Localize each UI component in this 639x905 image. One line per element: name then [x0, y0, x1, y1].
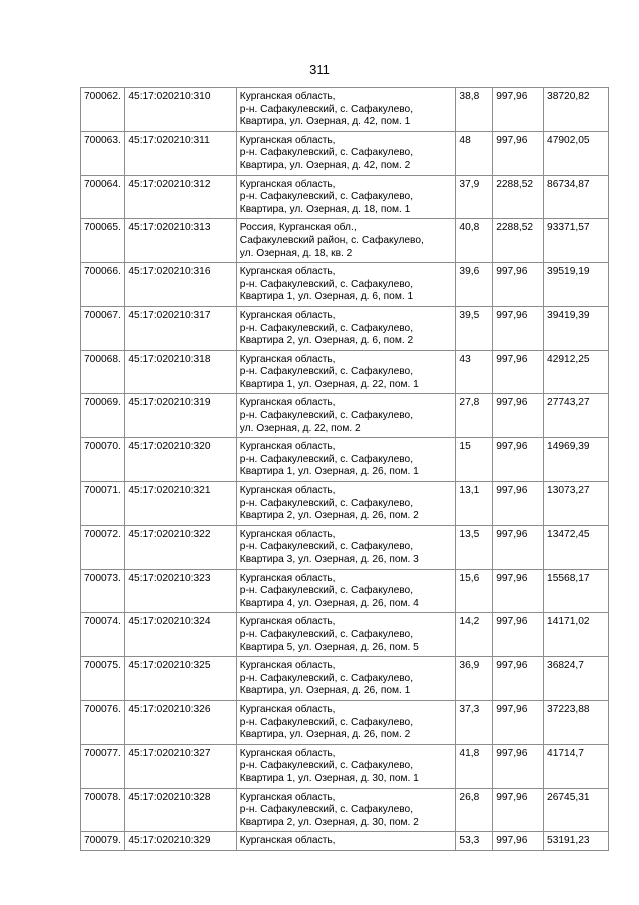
area-cell: 13,5 [456, 525, 493, 569]
area-cell: 14,2 [456, 613, 493, 657]
area-cell: 37,3 [456, 700, 493, 744]
table-row [81, 832, 609, 851]
address-line: Квартира 1, ул. Озерная, д. 6, пом. 1 [239, 291, 414, 303]
row-number-cell: 700079. [81, 832, 125, 851]
price-cell: 997,96 [493, 263, 544, 307]
cadastral-number-cell: 45:17:020210:325 [125, 657, 236, 701]
row-number-cell: 700063. [81, 131, 125, 175]
table-row [81, 306, 609, 350]
total-value-cell: 27743,27 [544, 394, 609, 438]
address-line: Курганская область, [239, 134, 336, 146]
cadastral-number-cell: 45:17:020210:311 [125, 131, 236, 175]
area-cell: 26,8 [456, 788, 493, 832]
address-cell [236, 482, 456, 526]
area-cell: 15,6 [456, 569, 493, 613]
address-line: Курганская область, [239, 353, 336, 365]
address-cell [236, 700, 456, 744]
row-number-cell: 700073. [81, 569, 125, 613]
row-number-cell: 700065. [81, 219, 125, 263]
price-cell: 997,96 [493, 700, 544, 744]
table-row [81, 525, 609, 569]
page-number: 311 [309, 62, 330, 77]
area-cell: 53,3 [456, 832, 493, 851]
address-line: Курганская область, [239, 266, 336, 278]
row-number-cell: 700076. [81, 700, 125, 744]
address-line: р-н. Сафакулевский, с. Сафакулево, [239, 541, 414, 553]
address-line: Квартира 4, ул. Озерная, д. 26, пом. 4 [239, 597, 419, 609]
area-cell: 38,8 [456, 88, 493, 132]
address-cell [236, 613, 456, 657]
address-line: Курганская область, [239, 747, 336, 759]
cadastral-number-cell: 45:17:020210:324 [125, 613, 236, 657]
registry-body [81, 88, 609, 851]
table-row [81, 569, 609, 613]
cadastral-number-cell: 45:17:020210:320 [125, 438, 236, 482]
total-value-cell: 14969,39 [544, 438, 609, 482]
address-line: Квартира, ул. Озерная, д. 42, пом. 2 [239, 159, 411, 171]
address-line: р-н. Сафакулевский, с. Сафакулево, [239, 628, 414, 640]
area-cell: 15 [456, 438, 493, 482]
address-cell [236, 131, 456, 175]
address-cell [236, 175, 456, 219]
address-cell [236, 569, 456, 613]
price-cell: 997,96 [493, 88, 544, 132]
address-line: Квартира, ул. Озерная, д. 18, пом. 1 [239, 203, 411, 215]
price-cell: 997,96 [493, 131, 544, 175]
address-line: Квартира 5, ул. Озерная, д. 26, пом. 5 [239, 641, 419, 653]
address-cell [236, 394, 456, 438]
address-line: ул. Озерная, д. 22, пом. 2 [239, 422, 361, 434]
row-number-cell: 700075. [81, 657, 125, 701]
row-number-cell: 700069. [81, 394, 125, 438]
row-number-cell: 700064. [81, 175, 125, 219]
table-row [81, 131, 609, 175]
table-row [81, 350, 609, 394]
cadastral-number-cell: 45:17:020210:321 [125, 482, 236, 526]
cadastral-number-cell: 45:17:020210:322 [125, 525, 236, 569]
total-value-cell: 14171,02 [544, 613, 609, 657]
price-cell: 997,96 [493, 438, 544, 482]
area-cell: 48 [456, 131, 493, 175]
address-line: Курганская область, [239, 91, 336, 102]
table-row [81, 613, 609, 657]
total-value-cell: 53191,23 [544, 832, 609, 851]
row-number-cell: 700074. [81, 613, 125, 657]
row-number-cell: 700071. [81, 482, 125, 526]
table-row [81, 744, 609, 788]
cadastral-number-cell: 45:17:020210:312 [125, 175, 236, 219]
address-line: Курганская область, [239, 178, 336, 190]
address-line: Квартира 1, ул. Озерная, д. 30, пом. 1 [239, 772, 419, 784]
total-value-cell: 26745,31 [544, 788, 609, 832]
address-cell [236, 219, 456, 263]
cadastral-number-cell: 45:17:020210:317 [125, 306, 236, 350]
area-cell: 39,6 [456, 263, 493, 307]
table-row [81, 482, 609, 526]
cadastral-number-cell: 45:17:020210:313 [125, 219, 236, 263]
price-cell: 997,96 [493, 482, 544, 526]
address-cell [236, 438, 456, 482]
row-number-cell: 700078. [81, 788, 125, 832]
address-line: Курганская область, [239, 528, 336, 540]
cadastral-number-cell: 45:17:020210:328 [125, 788, 236, 832]
price-cell: 997,96 [493, 306, 544, 350]
area-cell: 13,1 [456, 482, 493, 526]
address-line: Квартира 2, ул. Озерная, д. 6, пом. 2 [239, 335, 414, 347]
address-cell [236, 306, 456, 350]
address-line: р-н. Сафакулевский, с. Сафакулево, [239, 191, 414, 203]
address-line: ул. Озерная, д. 18, кв. 2 [239, 247, 353, 259]
address-line: Сафакулевский район, с. Сафакулево, [239, 234, 424, 246]
price-cell: 997,96 [493, 613, 544, 657]
table-row [81, 219, 609, 263]
address-line: р-н. Сафакулевский, с. Сафакулево, [239, 716, 414, 728]
address-cell [236, 657, 456, 701]
area-cell: 41,8 [456, 744, 493, 788]
total-value-cell: 41714,7 [544, 744, 609, 788]
address-cell [236, 263, 456, 307]
total-value-cell: 38720,82 [544, 88, 609, 132]
address-line: р-н. Сафакулевский, с. Сафакулево, [239, 147, 414, 159]
price-cell: 2288,52 [493, 219, 544, 263]
address-line: Курганская область, [239, 572, 336, 584]
table-row [81, 394, 609, 438]
table-row [81, 88, 609, 132]
address-line: р-н. Сафакулевский, с. Сафакулево, [239, 760, 414, 772]
address-line: р-н. Сафакулевский, с. Сафакулево, [239, 453, 414, 465]
row-number-cell: 700077. [81, 744, 125, 788]
address-line: Квартира 1, ул. Озерная, д. 22, пом. 1 [239, 378, 419, 390]
address-line: Курганская область, [239, 791, 336, 803]
area-cell: 36,9 [456, 657, 493, 701]
table-row [81, 788, 609, 832]
row-number-cell: 700072. [81, 525, 125, 569]
address-line: Курганская область, [239, 660, 336, 672]
table-row [81, 700, 609, 744]
address-cell [236, 88, 456, 132]
cadastral-number-cell: 45:17:020210:329 [125, 832, 236, 851]
address-line: р-н. Сафакулевский, с. Сафакулево, [239, 497, 414, 509]
property-registry-table [80, 87, 609, 851]
table-row [81, 175, 609, 219]
table-row [81, 657, 609, 701]
address-cell [236, 350, 456, 394]
table-row [81, 438, 609, 482]
address-line: Курганская область, [239, 441, 336, 453]
address-line: р-н. Сафакулевский, с. Сафакулево, [239, 103, 414, 115]
area-cell: 40,8 [456, 219, 493, 263]
address-line: р-н. Сафакулевский, с. Сафакулево, [239, 278, 414, 290]
price-cell: 997,96 [493, 394, 544, 438]
total-value-cell: 37223,88 [544, 700, 609, 744]
total-value-cell: 13073,27 [544, 482, 609, 526]
area-cell: 43 [456, 350, 493, 394]
row-number-cell: 700070. [81, 438, 125, 482]
address-line: Курганская область, [239, 309, 336, 321]
price-cell: 997,96 [493, 350, 544, 394]
address-line: р-н. Сафакулевский, с. Сафакулево, [239, 366, 414, 378]
address-line: р-н. Сафакулевский, с. Сафакулево, [239, 322, 414, 334]
total-value-cell: 47902,05 [544, 131, 609, 175]
cadastral-number-cell: 45:17:020210:318 [125, 350, 236, 394]
address-line: Курганская область, [239, 397, 336, 409]
price-cell: 2288,52 [493, 175, 544, 219]
address-line: Квартира, ул. Озерная, д. 26, пом. 2 [239, 729, 411, 741]
total-value-cell: 86734,87 [544, 175, 609, 219]
total-value-cell: 93371,57 [544, 219, 609, 263]
address-cell [236, 832, 456, 851]
area-cell: 39,5 [456, 306, 493, 350]
total-value-cell: 13472,45 [544, 525, 609, 569]
address-line: Квартира 3, ул. Озерная, д. 26, пом. 3 [239, 554, 419, 565]
total-value-cell: 15568,17 [544, 569, 609, 613]
address-line: р-н. Сафакулевский, с. Сафакулево, [239, 585, 414, 597]
address-line: Квартира, ул. Озерная, д. 42, пом. 1 [239, 116, 411, 128]
cadastral-number-cell: 45:17:020210:326 [125, 700, 236, 744]
cadastral-number-cell: 45:17:020210:327 [125, 744, 236, 788]
address-line: Россия, Курганская обл., [239, 222, 357, 234]
address-line: р-н. Сафакулевский, с. Сафакулево, [239, 410, 414, 422]
table-row [81, 263, 609, 307]
price-cell: 997,96 [493, 744, 544, 788]
address-line: Курганская область, [239, 616, 336, 628]
price-cell: 997,96 [493, 569, 544, 613]
cadastral-number-cell: 45:17:020210:316 [125, 263, 236, 307]
address-cell [236, 744, 456, 788]
area-cell: 37,9 [456, 175, 493, 219]
address-cell [236, 525, 456, 569]
price-cell: 997,96 [493, 525, 544, 569]
price-cell: 997,96 [493, 657, 544, 701]
address-line: Квартира 1, ул. Озерная, д. 26, пом. 1 [239, 466, 419, 478]
cadastral-number-cell: 45:17:020210:319 [125, 394, 236, 438]
row-number-cell: 700068. [81, 350, 125, 394]
total-value-cell: 39519,19 [544, 263, 609, 307]
address-line: р-н. Сафакулевский, с. Сафакулево, [239, 672, 414, 684]
address-line: Квартира, ул. Озерная, д. 26, пом. 1 [239, 685, 411, 697]
address-line: Квартира 2, ул. Озерная, д. 26, пом. 2 [239, 510, 419, 522]
row-number-cell: 700066. [81, 263, 125, 307]
address-line: Квартира 2, ул. Озерная, д. 30, пом. 2 [239, 816, 419, 828]
total-value-cell: 39419,39 [544, 306, 609, 350]
address-cell [236, 788, 456, 832]
area-cell: 27,8 [456, 394, 493, 438]
cadastral-number-cell: 45:17:020210:310 [125, 88, 236, 132]
address-line: Курганская область, [239, 835, 336, 847]
price-cell: 997,96 [493, 832, 544, 851]
row-number-cell: 700067. [81, 306, 125, 350]
price-cell: 997,96 [493, 788, 544, 832]
total-value-cell: 42912,25 [544, 350, 609, 394]
address-line: Курганская область, [239, 485, 336, 497]
cadastral-number-cell: 45:17:020210:323 [125, 569, 236, 613]
row-number-cell: 700062. [81, 88, 125, 132]
total-value-cell: 36824,7 [544, 657, 609, 701]
address-line: Курганская область, [239, 703, 336, 715]
address-line: р-н. Сафакулевский, с. Сафакулево, [239, 804, 414, 816]
